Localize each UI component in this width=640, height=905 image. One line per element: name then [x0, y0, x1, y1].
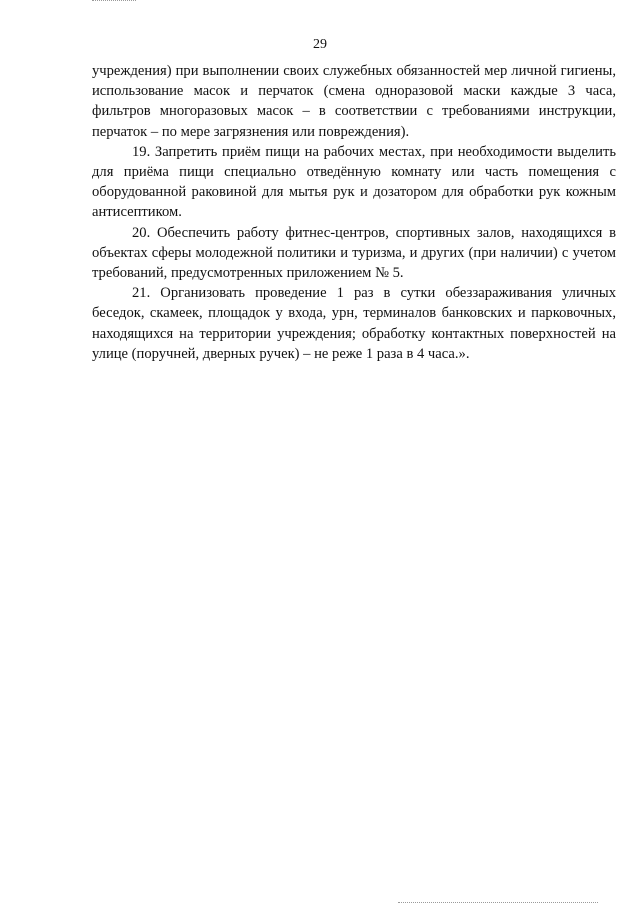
paragraph-item-20: 20. Обеспечить работу фитнес-центров, спортивных залов, находящихся в объектах сферы молодежной политики и туризма, и других (при наличии) с учетом требований, предусмотренных приложением № 5.: [92, 224, 616, 282]
paragraph-item-19: 19. Запретить приём пищи на рабочих местах, при необходимости выделить для приёма пищи специально отведённую комнату или часть помещения с оборудованной раковиной для мытья рук и дозатором для обработки рук кожным антисептиком.: [92, 143, 616, 221]
paragraph-item-21: 21. Организовать проведение 1 раз в сутки обеззараживания уличных беседок, скамеек, площадок у входа, урн, терминалов банковских и парковочных, находящихся на территории учреждения; обработку контактных поверхностей на улице (поручней, дверных ручек) – не реже 1 раза в 4 часа.».: [92, 285, 616, 362]
document-body: [92, 61, 616, 364]
scan-edge-marks-top: [92, 0, 136, 4]
page-number: 29: [313, 37, 327, 52]
paragraph-continuation: учреждения) при выполнении своих служебных обязанностей мер личной гигиены, использование масок и перчаток (смена одноразовой маски каждые 3 часа, фильтров многоразовых масок – в соответствии с требованиями инструкции, перчаток – по мере загрязнения или повреждения).: [92, 63, 616, 140]
scan-edge-marks-bottom: [398, 899, 598, 903]
